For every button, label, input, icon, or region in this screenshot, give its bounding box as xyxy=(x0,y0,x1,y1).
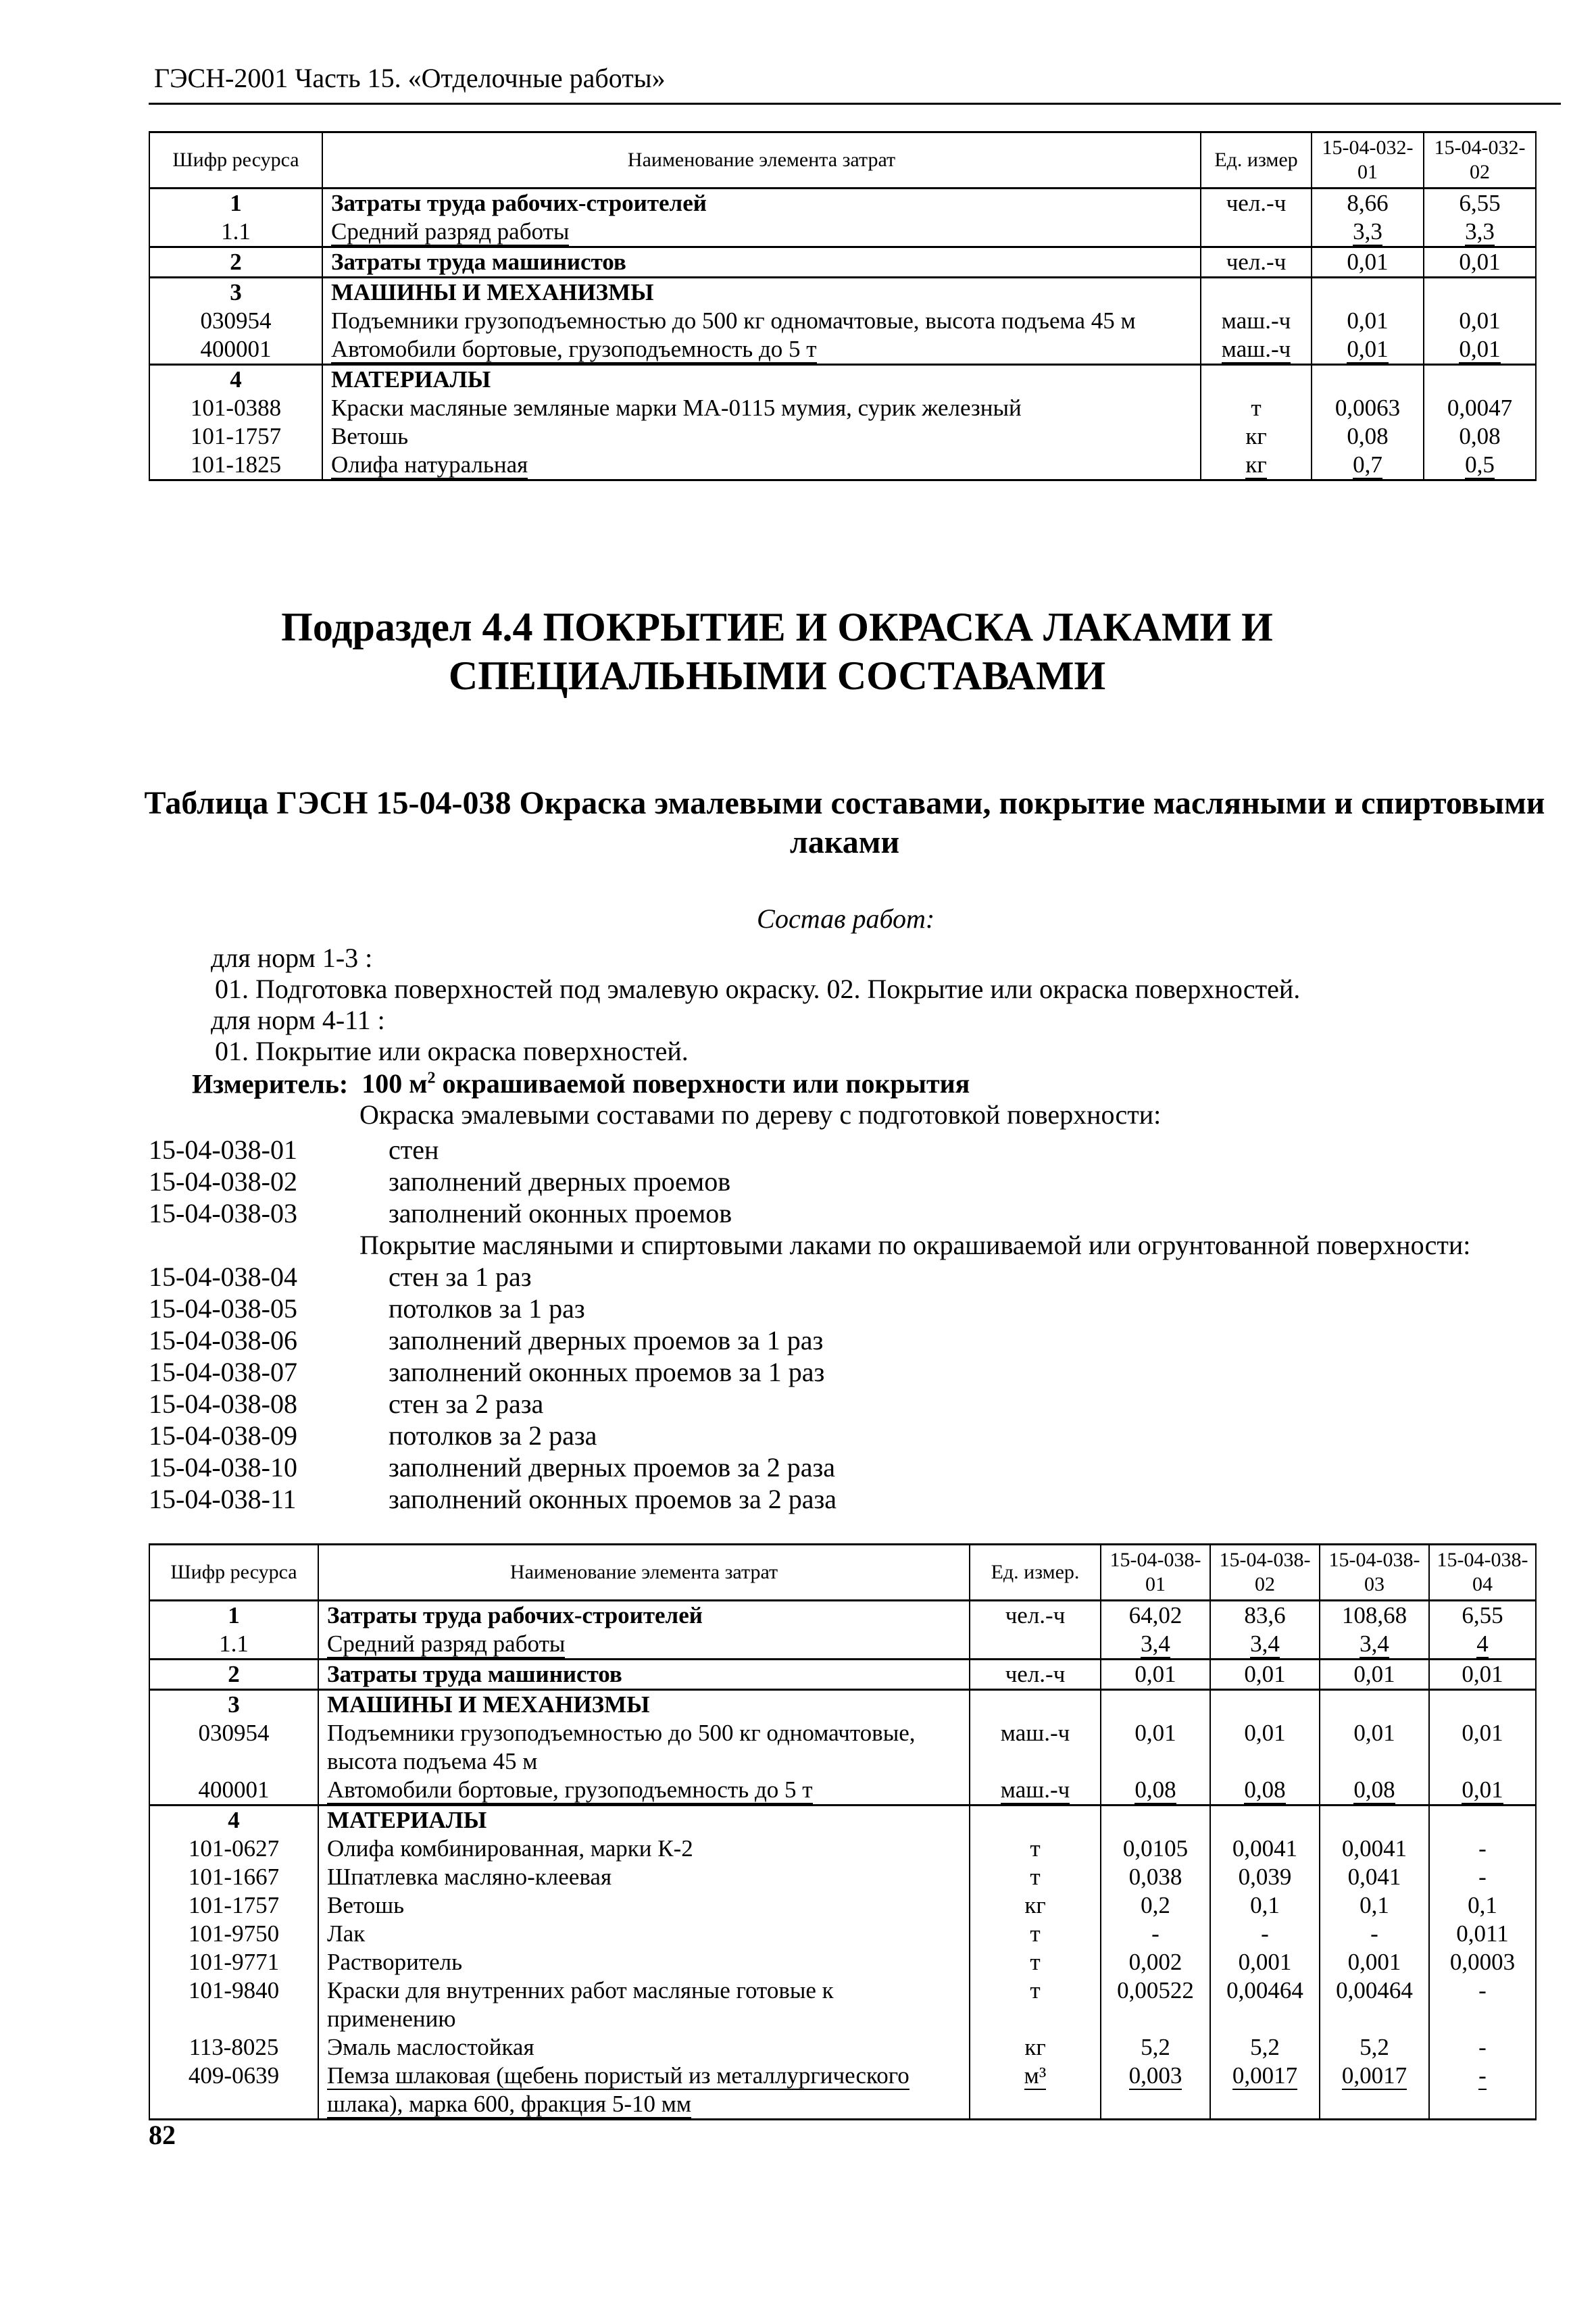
norm-value: 0,01 xyxy=(1210,1719,1320,1776)
resource-code: 4 xyxy=(149,1806,318,1835)
table-row xyxy=(149,278,1536,307)
resource-unit xyxy=(970,1690,1101,1720)
table-title: Таблица ГЭСН 15-04-038 Окраска эмалевыми составами, покрытие масляными и спиртовыми лаками xyxy=(144,785,1545,860)
group2-title: Покрытие масляными и спиртовыми лаками по окрашиваемой или огрунтованной поверхности: xyxy=(359,1230,1471,1260)
norm-value: 0,011 xyxy=(1429,1920,1536,1948)
norm-value: 0,08 xyxy=(1101,1776,1210,1806)
resource-code: 030954 xyxy=(149,307,322,335)
table-row xyxy=(149,307,1536,335)
resource-unit xyxy=(1201,278,1312,307)
resource-unit: кг xyxy=(970,2033,1101,2062)
resource-unit xyxy=(970,1806,1101,1835)
resource-code: 3 xyxy=(149,1690,318,1720)
norm-value xyxy=(1101,1806,1210,1835)
norm-value xyxy=(1312,278,1424,307)
norm-description: заполнений оконных проемов за 1 раз xyxy=(389,1357,825,1387)
composition-label: Состав работ: xyxy=(757,903,935,934)
norm-value: 3,3 xyxy=(1424,218,1536,247)
table-header-row xyxy=(149,1545,1536,1601)
resource-unit: т xyxy=(1201,394,1312,422)
resource-unit: маш.-ч xyxy=(1201,335,1312,365)
resource-unit: т xyxy=(970,1863,1101,1891)
norm-description: стен за 1 раз xyxy=(389,1262,532,1292)
resource-name: Подъемники грузоподъемностью до 500 кг одномачтовые, высота подъема 45 м xyxy=(322,307,1201,335)
norm-value: 0,0017 xyxy=(1210,2062,1320,2120)
norm-value: 83,6 xyxy=(1210,1601,1320,1631)
meter-rest: окрашиваемой поверхности или покрытия xyxy=(435,1068,970,1099)
resource-name: Ветошь xyxy=(322,422,1201,451)
resource-unit: кг xyxy=(970,1891,1101,1920)
norm-code: 15-04-038-03 xyxy=(149,1198,297,1228)
resource-name: Затраты труда рабочих-строителей xyxy=(318,1601,970,1631)
resource-unit: кг xyxy=(1201,422,1312,451)
norm-value: 0,0041 xyxy=(1210,1835,1320,1863)
resource-name: Средний разряд работы xyxy=(322,218,1201,247)
page-number: 82 xyxy=(149,2120,176,2150)
table-row xyxy=(149,1690,1536,1720)
table-row xyxy=(149,2033,1536,2062)
resource-name: Подъемники грузоподъемностью до 500 кг одномачтовые, высота подъема 45 м xyxy=(318,1719,970,1776)
norm-code: 15-04-038-01 xyxy=(149,1135,297,1165)
resource-code: 101-1757 xyxy=(149,1891,318,1920)
norm-value: - xyxy=(1429,1976,1536,2033)
norm-value xyxy=(1429,1690,1536,1720)
norm-code-item xyxy=(149,1166,1470,1197)
resource-code: 101-9840 xyxy=(149,1976,318,2033)
resource-unit: кг xyxy=(1201,451,1312,480)
norm-code-item xyxy=(149,1197,1470,1229)
meter-sup: 2 xyxy=(427,1070,436,1087)
norm-code: 15-04-038-11 xyxy=(149,1484,297,1514)
norm-description: стен xyxy=(389,1135,439,1165)
norm-code: 15-04-038-02 xyxy=(149,1166,297,1197)
resource-code: 409-0639 xyxy=(149,2062,318,2120)
norm-code-item xyxy=(149,1388,1470,1420)
resource-code: 2 xyxy=(149,247,322,278)
norm-value xyxy=(1320,1806,1429,1835)
norm-value xyxy=(1210,1806,1320,1835)
resource-name: Шпатлевка масляно-клеевая xyxy=(318,1863,970,1891)
norms-1-3-label: для норм 1-3 : xyxy=(211,943,373,973)
norms-1-3-text: 01. Подготовка поверхностей под эмалевую окраску. 02. Покрытие или окраска поверхностей. xyxy=(215,974,1301,1004)
norm-code: 15-04-038-09 xyxy=(149,1420,297,1451)
resource-table-038 xyxy=(149,1543,1537,2120)
norm-value: 0,0063 xyxy=(1312,394,1424,422)
resource-name: Растворитель xyxy=(318,1948,970,1976)
col-header-norm: 15-04-032-02 xyxy=(1424,132,1536,189)
norm-value: 108,68 xyxy=(1320,1601,1429,1631)
resource-name: Ветошь xyxy=(318,1891,970,1920)
norms-4-11-text: 01. Покрытие или окраска поверхностей. xyxy=(215,1036,689,1066)
norms-4-11-label: для норм 4-11 : xyxy=(211,1005,385,1035)
resource-unit: чел.-ч xyxy=(1201,189,1312,218)
norm-value: - xyxy=(1429,2033,1536,2062)
resource-name: Средний разряд работы xyxy=(318,1630,970,1660)
norm-value: - xyxy=(1101,1920,1210,1948)
norm-value xyxy=(1424,365,1536,395)
norm-description: заполнений оконных проемов за 2 раза xyxy=(389,1484,837,1514)
table-header-row xyxy=(149,132,1536,189)
norm-value: 0,5 xyxy=(1424,451,1536,480)
norm-value xyxy=(1429,1806,1536,1835)
resource-unit: т xyxy=(970,1948,1101,1976)
norm-value: 0,1 xyxy=(1429,1891,1536,1920)
table-row xyxy=(149,1601,1536,1631)
group1-title: Окраска эмалевыми составами по дереву с подготовкой поверхности: xyxy=(359,1099,1162,1130)
table-row xyxy=(149,1920,1536,1948)
norm-value: 3,3 xyxy=(1312,218,1424,247)
resource-unit: чел.-ч xyxy=(970,1601,1101,1631)
table-row xyxy=(149,218,1536,247)
norm-value: 0,01 xyxy=(1320,1660,1429,1690)
resource-unit: м³ xyxy=(970,2062,1101,2120)
header-rule xyxy=(149,103,1561,105)
norm-value: 0,002 xyxy=(1101,1948,1210,1976)
resource-code: 1.1 xyxy=(149,218,322,247)
norm-value: 0,003 xyxy=(1101,2062,1210,2120)
resource-unit xyxy=(1201,365,1312,395)
resource-name: МАТЕРИАЛЫ xyxy=(322,365,1201,395)
norm-value: 0,01 xyxy=(1312,307,1424,335)
norm-value xyxy=(1320,1690,1429,1720)
norm-value xyxy=(1210,1690,1320,1720)
resource-unit: т xyxy=(970,1920,1101,1948)
resource-code: 1.1 xyxy=(149,1630,318,1660)
resource-code: 101-0627 xyxy=(149,1835,318,1863)
norm-value: 0,0105 xyxy=(1101,1835,1210,1863)
norm-description: стен за 2 раза xyxy=(389,1389,544,1419)
norm-code: 15-04-038-10 xyxy=(149,1452,297,1483)
resource-code: 4 xyxy=(149,365,322,395)
norm-value: 0,01 xyxy=(1429,1719,1536,1776)
resource-name: Автомобили бортовые, грузоподъемность до 5 т xyxy=(322,335,1201,365)
norm-value xyxy=(1101,1690,1210,1720)
resource-name: Лак xyxy=(318,1920,970,1948)
norm-value: 0,08 xyxy=(1312,422,1424,451)
norm-value xyxy=(1424,278,1536,307)
resource-code: 3 xyxy=(149,278,322,307)
norm-value: 0,01 xyxy=(1429,1660,1536,1690)
norm-code-list xyxy=(149,1134,1470,1515)
meter-line xyxy=(192,1070,970,1097)
norm-code: 15-04-038-07 xyxy=(149,1357,297,1387)
table-row xyxy=(149,1660,1536,1690)
table-row xyxy=(149,1630,1536,1660)
resource-code: 101-1825 xyxy=(149,451,322,480)
norm-value: 0,01 xyxy=(1210,1660,1320,1690)
norm-description: заполнений дверных проемов за 2 раза xyxy=(389,1452,835,1483)
table-row xyxy=(149,1891,1536,1920)
norm-value: 0,001 xyxy=(1210,1948,1320,1976)
resource-name: Пемза шлаковая (щебень пористый из металлургического шлака), марка 600, фракция 5-10 мм xyxy=(318,2062,970,2120)
norm-value: 3,4 xyxy=(1101,1630,1210,1660)
norm-code-item xyxy=(149,1451,1470,1483)
resource-code: 101-0388 xyxy=(149,394,322,422)
resource-name: Олифа комбинированная, марки К-2 xyxy=(318,1835,970,1863)
resource-name: Затраты труда машинистов xyxy=(318,1660,970,1690)
table-row xyxy=(149,451,1536,480)
norm-value: 0,041 xyxy=(1320,1863,1429,1891)
resource-name: МАШИНЫ И МЕХАНИЗМЫ xyxy=(322,278,1201,307)
table-row xyxy=(149,1776,1536,1806)
norm-value: 0,1 xyxy=(1320,1891,1429,1920)
table-row xyxy=(149,394,1536,422)
meter-label: Измеритель: xyxy=(192,1068,349,1099)
resource-code: 1 xyxy=(149,189,322,218)
norm-value: 0,08 xyxy=(1320,1776,1429,1806)
table-row xyxy=(149,1806,1536,1835)
resource-name: Затраты труда рабочих-строителей xyxy=(322,189,1201,218)
norm-code-item xyxy=(149,1261,1470,1293)
resource-code: 2 xyxy=(149,1660,318,1690)
table-row xyxy=(149,1863,1536,1891)
norm-value: 0,01 xyxy=(1424,307,1536,335)
resource-unit: маш.-ч xyxy=(1201,307,1312,335)
norm-description: заполнений оконных проемов xyxy=(389,1198,732,1228)
col-header-norm: 15-04-038-04 xyxy=(1429,1545,1536,1601)
resource-name: Краски для внутренних работ масляные готовые к применению xyxy=(318,1976,970,2033)
col-header-unit: Ед. измер. xyxy=(970,1545,1101,1601)
page-header: ГЭСН-2001 Часть 15. «Отделочные работы» xyxy=(154,63,666,93)
col-header-norm: 15-04-038-01 xyxy=(1101,1545,1210,1601)
resource-name: Краски масляные земляные марки МА-0115 мумия, сурик железный xyxy=(322,394,1201,422)
resource-unit: маш.-ч xyxy=(970,1776,1101,1806)
norm-code-item xyxy=(149,1324,1470,1356)
norm-code-item xyxy=(149,1483,1470,1515)
col-header-name: Наименование элемента затрат xyxy=(322,132,1201,189)
norm-value: 5,2 xyxy=(1210,2033,1320,2062)
table-row xyxy=(149,1835,1536,1863)
norm-value: 0,0003 xyxy=(1429,1948,1536,1976)
norm-value: 5,2 xyxy=(1320,2033,1429,2062)
col-header-norm: 15-04-038-02 xyxy=(1210,1545,1320,1601)
norm-description: потолков за 2 раза xyxy=(389,1420,597,1451)
table-row xyxy=(149,422,1536,451)
norm-value: 8,66 xyxy=(1312,189,1424,218)
resource-code: 101-1757 xyxy=(149,422,322,451)
resource-unit xyxy=(970,1630,1101,1660)
col-header-name: Наименование элемента затрат xyxy=(318,1545,970,1601)
norm-description: заполнений дверных проемов за 1 раз xyxy=(389,1325,824,1355)
norm-value: 0,01 xyxy=(1424,247,1536,278)
norm-value: 0,2 xyxy=(1101,1891,1210,1920)
resource-code: 400001 xyxy=(149,1776,318,1806)
col-header-unit: Ед. измер xyxy=(1201,132,1312,189)
resource-name: МАТЕРИАЛЫ xyxy=(318,1806,970,1835)
resource-name: МАШИНЫ И МЕХАНИЗМЫ xyxy=(318,1690,970,1720)
norm-value: 0,01 xyxy=(1312,335,1424,365)
norm-value: 6,55 xyxy=(1429,1601,1536,1631)
resource-code: 030954 xyxy=(149,1719,318,1776)
table-row xyxy=(149,335,1536,365)
subsection-title: Подраздел 4.4 ПОКРЫТИЕ И ОКРАСКА ЛАКАМИ И СПЕЦИАЛЬНЫМИ СОСТАВАМИ xyxy=(281,605,1273,698)
norm-code-item xyxy=(149,1356,1470,1388)
norm-value: 0,00522 xyxy=(1101,1976,1210,2033)
resource-unit: т xyxy=(970,1835,1101,1863)
resource-code: 400001 xyxy=(149,335,322,365)
norm-description: потолков за 1 раз xyxy=(389,1293,585,1324)
norm-value: 0,1 xyxy=(1210,1891,1320,1920)
resource-unit: маш.-ч xyxy=(970,1719,1101,1776)
table-row xyxy=(149,1976,1536,2033)
norm-value: 6,55 xyxy=(1424,189,1536,218)
resource-name: Автомобили бортовые, грузоподъемность до 5 т xyxy=(318,1776,970,1806)
norm-value: 0,01 xyxy=(1312,247,1424,278)
norm-value: 0,08 xyxy=(1210,1776,1320,1806)
norm-value: 0,08 xyxy=(1424,422,1536,451)
norm-value: - xyxy=(1429,1835,1536,1863)
table-row xyxy=(149,189,1536,218)
norm-value xyxy=(1312,365,1424,395)
norm-code: 15-04-038-06 xyxy=(149,1325,297,1355)
norm-value: 0,0047 xyxy=(1424,394,1536,422)
norm-code: 15-04-038-08 xyxy=(149,1389,297,1419)
norm-value: - xyxy=(1429,2062,1536,2120)
table-row xyxy=(149,247,1536,278)
norm-value: 0,7 xyxy=(1312,451,1424,480)
table-row xyxy=(149,1948,1536,1976)
resource-code: 101-9771 xyxy=(149,1948,318,1976)
resource-unit: чел.-ч xyxy=(1201,247,1312,278)
resource-code: 101-1667 xyxy=(149,1863,318,1891)
norm-value: 5,2 xyxy=(1101,2033,1210,2062)
norm-value: - xyxy=(1210,1920,1320,1948)
col-header-norm: 15-04-038-03 xyxy=(1320,1545,1429,1601)
norm-value: 0,0041 xyxy=(1320,1835,1429,1863)
norm-value: 0,039 xyxy=(1210,1863,1320,1891)
norm-code: 15-04-038-05 xyxy=(149,1293,297,1324)
norm-value: 0,01 xyxy=(1429,1776,1536,1806)
resource-code: 101-9750 xyxy=(149,1920,318,1948)
resource-name: Олифа натуральная xyxy=(322,451,1201,480)
table-row xyxy=(149,2062,1536,2120)
col-header-code: Шифр ресурса xyxy=(149,1545,318,1601)
resource-unit xyxy=(1201,218,1312,247)
meter-value: 100 м xyxy=(361,1068,428,1099)
resource-name: Эмаль маслостойкая xyxy=(318,2033,970,2062)
table-row xyxy=(149,365,1536,395)
norm-value: 3,4 xyxy=(1320,1630,1429,1660)
resource-unit: чел.-ч xyxy=(970,1660,1101,1690)
norm-value: 0,00464 xyxy=(1210,1976,1320,2033)
norm-value: 0,001 xyxy=(1320,1948,1429,1976)
col-header-code: Шифр ресурса xyxy=(149,132,322,189)
norm-value: 0,01 xyxy=(1101,1719,1210,1776)
norm-value: 0,0017 xyxy=(1320,2062,1429,2120)
norm-value: - xyxy=(1320,1920,1429,1948)
norm-code: 15-04-038-04 xyxy=(149,1262,297,1292)
norm-code-item xyxy=(149,1134,1470,1166)
norm-value: 0,01 xyxy=(1424,335,1536,365)
resource-name: Затраты труда машинистов xyxy=(322,247,1201,278)
norm-code-item xyxy=(149,1293,1470,1324)
col-header-norm: 15-04-032-01 xyxy=(1312,132,1424,189)
resource-table-032 xyxy=(149,131,1537,481)
norm-value: 64,02 xyxy=(1101,1601,1210,1631)
norm-value: 0,01 xyxy=(1101,1660,1210,1690)
norm-value: 0,01 xyxy=(1320,1719,1429,1776)
norm-code-item xyxy=(149,1420,1470,1451)
resource-code: 113-8025 xyxy=(149,2033,318,2062)
norm-description: заполнений дверных проемов xyxy=(389,1166,731,1197)
norm-value: 4 xyxy=(1429,1630,1536,1660)
table-row xyxy=(149,1719,1536,1776)
norm-value: 0,038 xyxy=(1101,1863,1210,1891)
norm-value: 3,4 xyxy=(1210,1630,1320,1660)
norm-value: - xyxy=(1429,1863,1536,1891)
resource-unit: т xyxy=(970,1976,1101,2033)
norm-value: 0,00464 xyxy=(1320,1976,1429,2033)
resource-code: 1 xyxy=(149,1601,318,1631)
